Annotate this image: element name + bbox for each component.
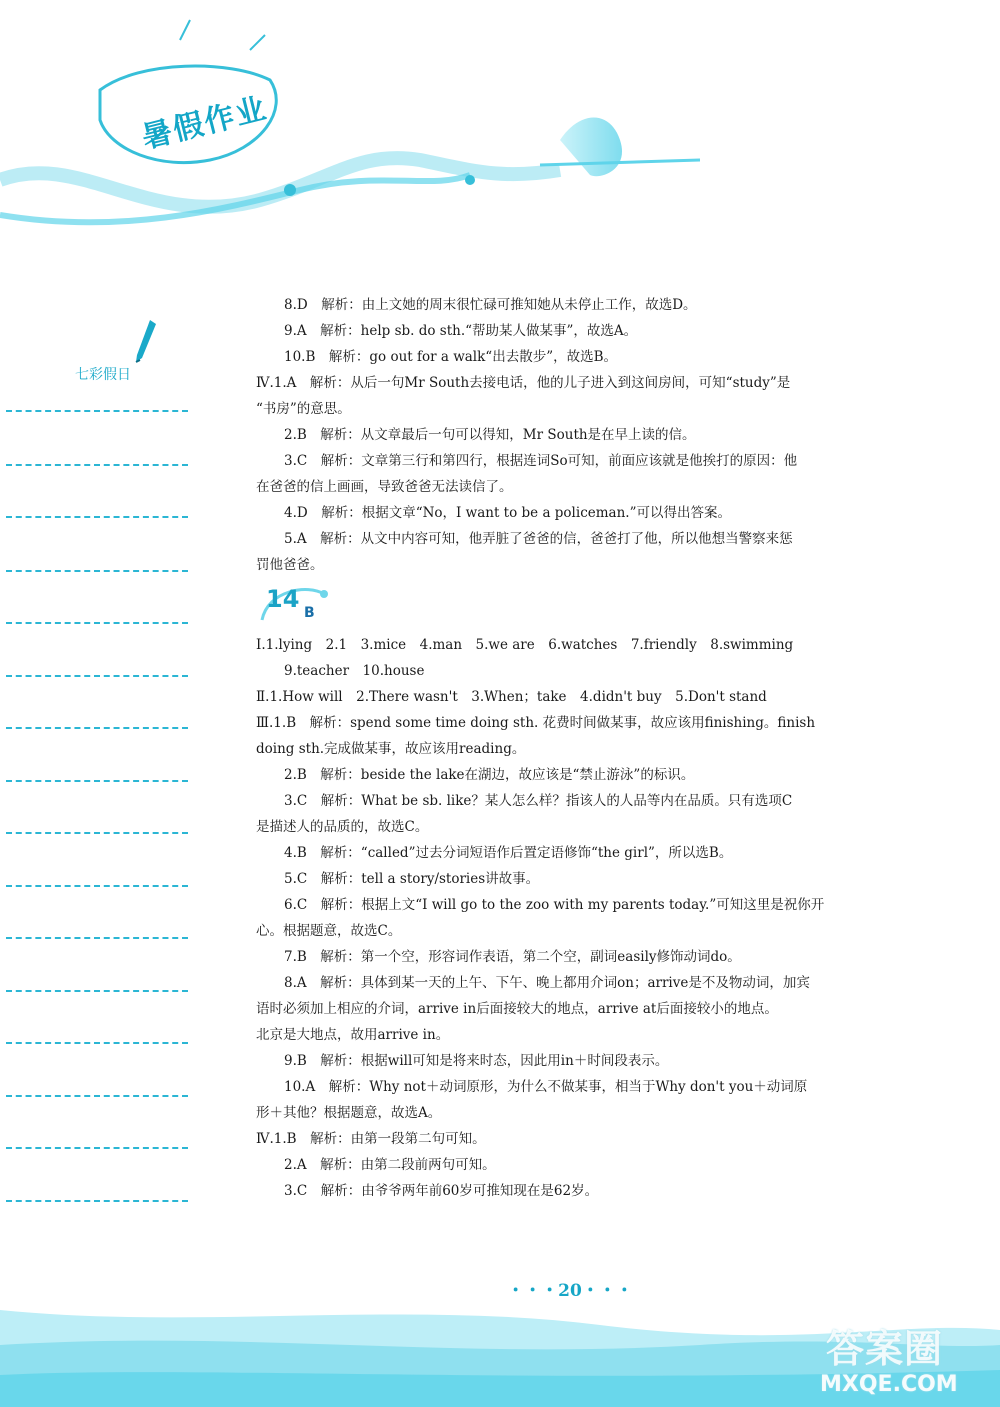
answer-line: 2.A 解析：由第二段前两句可知。 [284, 1157, 496, 1173]
sidebar-dashed-line [6, 885, 188, 887]
answer-line: Ⅱ.1.How will 2.There wasn't 3.When；take 4.didn't buy 5.Don't stand [256, 689, 767, 705]
answer-line: 3.C 解析：由爷爷两年前60岁可推知现在是62岁。 [284, 1183, 599, 1199]
answer-line: 8.A 解析：具体到某一天的上午、下午、晚上都用介词on；arrive是不及物动词，加宾 [284, 975, 810, 991]
sidebar-dashed-line [6, 727, 188, 729]
answer-line: 2.B 解析：从文章最后一句可以得知，Mr South是在早上读的信。 [284, 427, 696, 443]
answer-line: 10.A 解析：Why not＋动词原形，为什么不做某事，相当于Why don't you＋动词原 [284, 1079, 808, 1095]
sidebar-dashed-line [6, 622, 188, 624]
answer-line: 罚他爸爸。 [256, 557, 324, 573]
answer-line: 5.C 解析：tell a story/stories讲故事。 [284, 871, 540, 887]
watermark-logo: 答案圈 [826, 1327, 944, 1371]
answer-line: “书房”的意思。 [256, 401, 351, 417]
answer-line: 2.B 解析：beside the lake在湖边，故应该是“禁止游泳”的标识。 [284, 767, 695, 783]
sidebar-dashed-line [6, 675, 188, 677]
sidebar-dashed-line [6, 410, 188, 412]
answer-line: 7.B 解析：第一个空，形容词作表语，第二个空，副词easily修饰动词do。 [284, 949, 741, 965]
answer-line: doing sth.完成做某事，故应该用reading。 [256, 741, 526, 757]
sidebar-dashed-line [6, 1200, 188, 1202]
answers-block-13 [256, 292, 886, 578]
answer-line: 北京是大地点，故用arrive in。 [256, 1027, 450, 1043]
answer-line: 5.A 解析：从文中内容可知，他弄脏了爸爸的信，爸爸打了他，所以他想当警察来惩 [284, 531, 793, 547]
section-letter: B [304, 605, 315, 621]
sidebar-dashed-line [6, 780, 188, 782]
answer-line: Ⅰ.1.lying 2.1 3.mice 4.man 5.we are 6.watches 7.friendly 8.swimming [256, 637, 794, 653]
header-decoration [0, 0, 700, 250]
answer-line: 在爸爸的信上画画，导致爸爸无法读信了。 [256, 479, 513, 495]
answer-line: 3.C 解析：文章第三行和第四行，根据连词So可知，前面应该就是他挨打的原因：他 [284, 453, 798, 469]
sidebar-dashed-line [6, 1147, 188, 1149]
watermark-url: MXQE.COM [820, 1372, 958, 1397]
answer-content [256, 292, 886, 1204]
section-badge [258, 580, 338, 628]
sidebar-dashed-line [6, 1042, 188, 1044]
answer-line: 是描述人的品质的，故选C。 [256, 819, 429, 835]
answer-line: Ⅲ.1.B 解析：spend some time doing sth. 花费时间做某事，故应该用finishing。finish [256, 715, 816, 731]
sidebar-dashed-line [6, 832, 188, 834]
sidebar-dashed-line [6, 1095, 188, 1097]
answer-line: 形＋其他？根据题意，故选A。 [256, 1105, 442, 1121]
answer-line: 9.B 解析：根据will可知是将来时态，因此用in＋时间段表示。 [284, 1053, 669, 1069]
sidebar-dashed-line [6, 990, 188, 992]
answer-line: 4.D 解析：根据文章“No，I want to be a policeman.”可以得出答案。 [284, 505, 731, 521]
pen-icon [130, 318, 160, 364]
answer-line: 3.C 解析：What be sb. like？某人怎么样？指该人的人品等内在品质。只有选项C [284, 793, 793, 809]
answers-block-14 [256, 632, 886, 1204]
page-number: ・・・20・・・ [507, 1281, 633, 1301]
answer-line: 6.C 解析：根据上文“I will go to the zoo with my parents today.”可知这里是祝你开 [284, 897, 825, 913]
sidebar-dashed-line [6, 937, 188, 939]
sidebar-dashed-line [6, 516, 188, 518]
answer-line: Ⅳ.1.A 解析：从后一句Mr South去接电话，他的儿子进入到这间房间，可知“study”是 [256, 375, 791, 391]
answer-line: 4.B 解析：“called”过去分词短语作后置定语修饰“the girl”，所以选B。 [284, 845, 733, 861]
sidebar-dashed-line [6, 464, 188, 466]
answer-line: 9.A 解析：help sb. do sth.“帮助某人做某事”，故选A。 [284, 323, 638, 339]
answer-line: 10.B 解析：go out for a walk“出去散步”，故选B。 [284, 349, 618, 365]
sidebar-dashed-line [6, 570, 188, 572]
banner-title: 暑假作业 [138, 90, 272, 156]
section-number: 14 [266, 585, 300, 613]
answer-line: Ⅳ.1.B 解析：由第一段第二句可知。 [256, 1131, 486, 1147]
answer-line: 8.D 解析：由上文她的周末很忙碌可推知她从未停止工作，故选D。 [284, 297, 697, 313]
answer-line: 心。根据题意，故选C。 [256, 923, 402, 939]
answer-line: 9.teacher 10.house [284, 663, 425, 679]
answer-line: 语时必须加上相应的介词，arrive in后面接较大的地点，arrive at后面接较小的地点。 [256, 1001, 778, 1017]
sidebar-label: 七彩假日 [75, 367, 131, 383]
